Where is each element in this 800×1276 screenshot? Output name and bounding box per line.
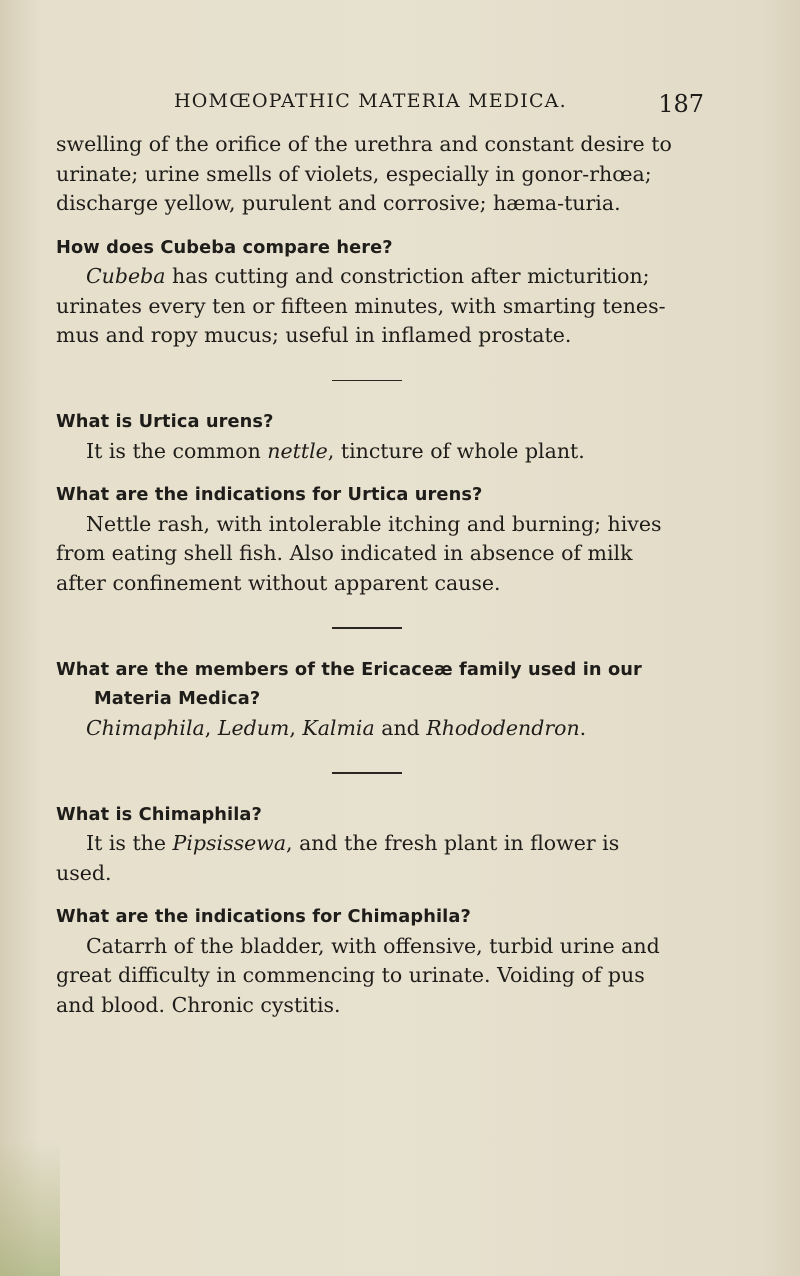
term-rhododendron: Rhododendron	[426, 715, 580, 740]
page-body	[56, 130, 681, 1020]
paragraph-continuation: swelling of the orifice of the urethra and constant desire to urinate; urine smells of violets, especially in gonor-rhœa; discharge yellow, purulent and corrosive; hæma-turia.	[56, 132, 672, 215]
separator: .	[579, 715, 587, 740]
separator: ,	[204, 715, 218, 740]
answer-chimaphila-post: , and the fresh plant in flower is used.	[56, 831, 620, 885]
spacer	[56, 743, 681, 772]
answer-urtica-pre: It is the common	[86, 438, 268, 463]
question-urtica-indications: What are the indications for Urtica urens?	[56, 484, 483, 505]
term-kalmia: Kalmia	[302, 715, 375, 740]
question-urtica: What is Urtica urens?	[56, 411, 274, 432]
spacer	[56, 774, 681, 800]
answer-urtica-post: , tincture of whole plant.	[327, 438, 585, 463]
term-nettle: nettle	[267, 438, 328, 463]
term-pipsissewa: Pipsissewa	[172, 831, 287, 855]
answer-ericaceae	[56, 714, 681, 744]
spacer	[56, 629, 681, 655]
answer-cubeba	[56, 262, 681, 351]
term-chimaphila: Chimaphila	[86, 715, 205, 740]
term-cubeba: Cubeba	[86, 264, 166, 288]
answer-chimaphila	[56, 829, 681, 888]
page-edge-shadow	[0, 1140, 60, 1276]
spacer	[56, 466, 681, 480]
question-cubeba: How does Cubeba compare here?	[56, 236, 393, 258]
header-title: HOMŒOPATHIC MATERIA MEDICA.	[174, 90, 567, 112]
answer-cubeba-text: has cutting and constriction after micturition; urinates every ten or fifteen minutes, with smarting tenes-mus and ropy mucus; useful in inflamed prostate.	[56, 264, 666, 347]
answer-urtica-indications: Nettle rash, with intolerable itching and burning; hives from eating shell fish. Also indicated in absence of milk after confinement without apparent cause.	[56, 511, 662, 595]
spacer	[56, 219, 681, 233]
running-header	[174, 90, 704, 122]
separator: ,	[289, 715, 303, 740]
question-chimaphila: What is Chimaphila?	[56, 803, 262, 825]
separator: and	[374, 715, 427, 740]
spacer	[56, 598, 681, 627]
question-chimaphila-indications: What are the indications for Chimaphila?	[56, 906, 471, 927]
question-ericaceae: What are the members of the Ericaceæ family used in our Materia Medica?	[56, 658, 642, 709]
page-number: 187	[658, 90, 704, 118]
spacer	[56, 888, 681, 902]
answer-chimaphila-pre: It is the	[86, 831, 173, 855]
answer-chimaphila-indications: Catarrh of the bladder, with offensive, turbid urine and great difficulty in commencing to urinate. Voiding of pus and blood. Chronic cystitis.	[56, 933, 660, 1017]
spacer	[56, 381, 681, 407]
term-ledum: Ledum	[217, 715, 290, 740]
answer-urtica	[56, 437, 681, 467]
spacer	[56, 351, 681, 380]
